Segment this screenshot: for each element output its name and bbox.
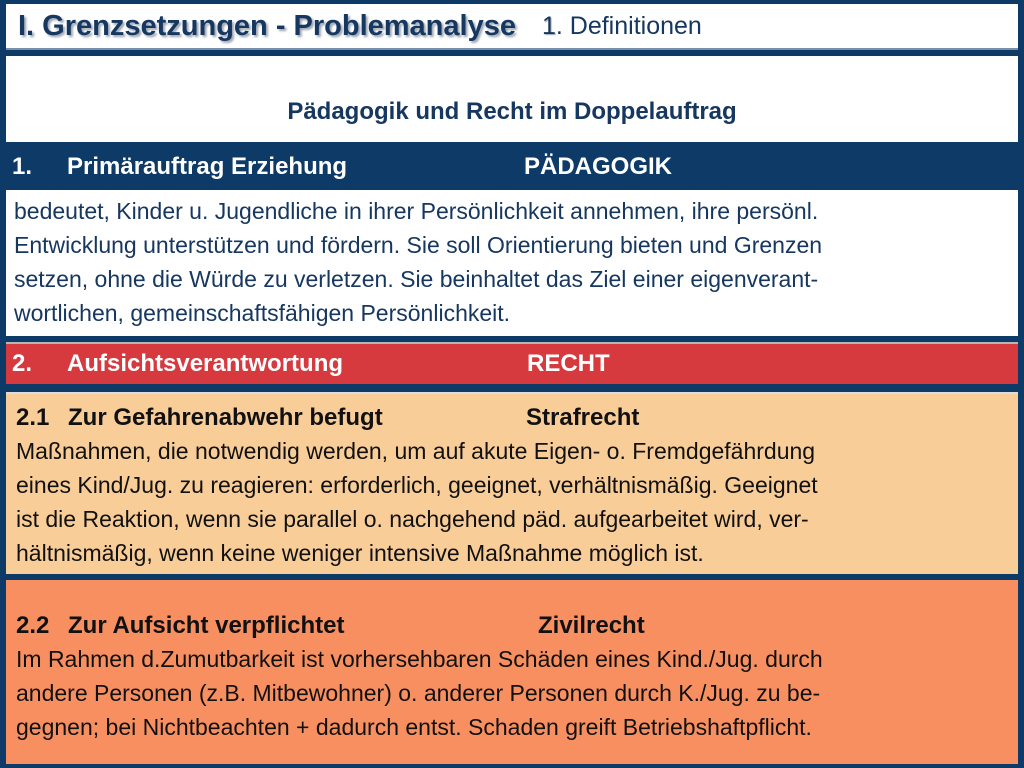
section2-2-line: gegnen; bei Nichtbeachten + dadurch entst. Schaden greift Betriebshaftpflicht. xyxy=(16,714,812,740)
section2-category: RECHT xyxy=(527,350,610,377)
slide-title-bar xyxy=(6,4,1018,50)
section2-2-box xyxy=(6,580,1018,764)
section1-header xyxy=(0,146,1024,188)
section1-category: PÄDAGOGIK xyxy=(524,153,673,180)
section1-line: bedeutet, Kinder u. Jugendliche in ihrer Persönlichkeit annehmen, ihre persönl. xyxy=(14,198,819,224)
section2-2-number: 2.2 xyxy=(16,612,50,639)
slide-title-subtitle: . Definitionen xyxy=(555,11,702,40)
section2-2-category: Zivilrecht xyxy=(538,612,645,639)
section2-1-line: Maßnahmen, die notwendig werden, um auf akute Eigen- o. Fremdgefährdung xyxy=(16,438,816,464)
section1-line: wortlichen, gemeinschaftsfähigen Persönlichkeit. xyxy=(14,300,511,326)
section2-label: Aufsichtsverantwortung xyxy=(67,350,344,377)
section2-header xyxy=(6,342,1018,384)
section1-number: 1. xyxy=(12,153,33,180)
section2-1-label: Zur Gefahrenabwehr befugt xyxy=(68,404,383,431)
section1-line: setzen, ohne die Würde zu verletzen. Sie beinhaltet das Ziel einer eigenverant- xyxy=(14,266,819,292)
section2-2-heading xyxy=(14,608,1012,642)
section2-1-heading xyxy=(14,400,1012,434)
section2-2-line: andere Personen (z.B. Mitbewohner) o. anderer Personen durch K./Jug. zu be- xyxy=(16,680,821,706)
section2-number: 2. xyxy=(12,350,33,377)
slide-title: I. Grenzsetzungen - Problemanalyse xyxy=(18,9,516,42)
section2-1-category: Strafrecht xyxy=(526,404,640,431)
section2-1-line: eines Kind/Jug. zu reagieren: erforderlich, geeignet, verhältnismäßig. Geeignet xyxy=(16,472,818,498)
slide-title-number: 1 xyxy=(541,11,556,40)
section1-body xyxy=(6,190,1018,336)
section2-1-number: 2.1 xyxy=(16,404,50,431)
section2-2-line: Im Rahmen d.Zumutbarkeit ist vorhersehbaren Schäden eines Kind./Jug. durch xyxy=(16,646,823,672)
slide-subtitle: Pädagogik und Recht im Doppelauftrag xyxy=(287,98,737,125)
section1-label: Primärauftrag Erziehung xyxy=(67,153,348,180)
section2-1-box xyxy=(6,392,1018,574)
section2-1-line: ist die Reaktion, wenn sie parallel o. nachgehend päd. aufgearbeitet wird, ver- xyxy=(16,506,809,532)
section2-2-label: Zur Aufsicht verpflichtet xyxy=(68,612,345,639)
section1-line: Entwicklung unterstützen und fördern. Sie soll Orientierung bieten und Grenzen xyxy=(14,232,823,258)
subtitle-box xyxy=(6,56,1018,142)
section2-1-line: hältnismäßig, wenn keine weniger intensive Maßnahme möglich ist. xyxy=(16,540,704,566)
